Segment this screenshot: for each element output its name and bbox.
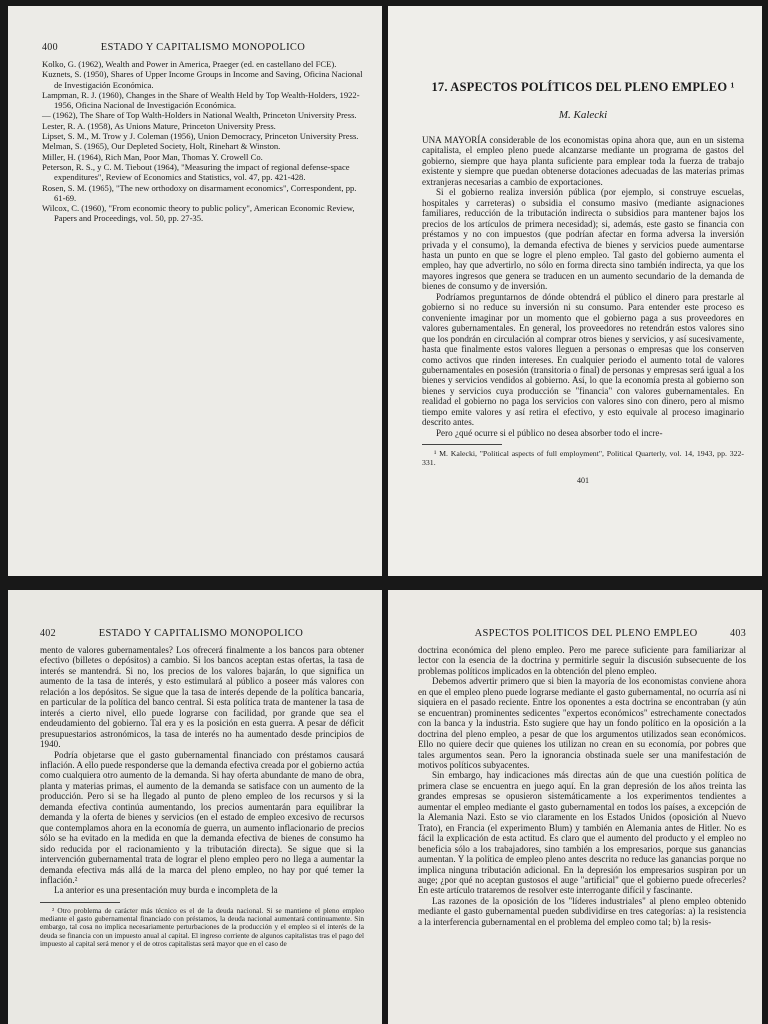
page-number: 403 [730, 628, 746, 639]
footnote: ² Otro problema de carácter más técnico es el de la deuda nacional. Si se mantiene el pleno empleo mediante el gasto gubernamental financiado con préstamos, la deuda nacional aumentará continuamente. Sin embargo, tal cosa no implica necesariamente perturbaciones de la producción y el empleo si el interés de la deuda se financia con un impuesto anual al capital. El ingreso corriente de algunos capitalistas tras el pago del impuesto al capital será menor y el de otros capitalistas será mayor que en el caso de [40, 905, 364, 949]
reference-item: Lampman, R. J. (1960), Changes in the Share of Wealth Held by Top Wealth-Holders, 1922-1956, Oficina Nacional de Investigación Económica. [42, 89, 360, 111]
running-head-title: ESTADO Y CAPITALISMO MONOPOLICO [100, 42, 306, 53]
running-head [40, 628, 364, 639]
paragraph: Podríamos preguntarnos de dónde obtendrá el público el dinero para prestarle al gobierno si no reduce su inversión ni su consumo. Para entender este proceso es conveniente imaginar por un momento que el gobierno paga a sus proveedores en valores gubernamentales. En general, los proveedores no retendrán estos valores sino que los pondrán en circulación al comprar otros bienes y servicios, y así sucesivamente, hasta que finalmente estos valores lleguen a personas o empresas que los conserven como activos que rinden intereses. En cualquier periodo el aumento total de valores gubernamentales en posesión (transitoria o final) de personas y empresas será igual a los bienes y servicios vendidos al gobierno. Así, lo que la economía presta al gobierno son bienes y servicios cuya producción se "financia" con valores gubernamentales. En realidad el gobierno no paga los servicios con valores sino con dinero, pero al mismo tiempo emite valores y así retira el efectivo, y esto equivale al proceso imaginario descrito antes. [422, 291, 744, 428]
page-402 [8, 590, 382, 1024]
paragraph: Si el gobierno realiza inversión pública (por ejemplo, si construye escuelas, hospitales y carreteras) o subsidia el consumo masivo (mediante asignaciones familiares, reducción de la tributación indirecta o subsidios para mantener bajos los precios de los artículos de primera necesidad); si, además, este gasto se financia con préstamos y no con impuestos (que podrían afectar en forma adversa la inversión privada y el consumo), la demanda efectiva de bienes y servicios puede aumentarse hasta un punto en que se logre el pleno empleo. Tal gasto del gobierno aumenta el empleo, hay que advertirlo, no sólo en forma directa sino también indirecta, ya que los mayores ingresos que genera se traducen en un aumento secundario de la demanda de bienes de consumo y de inversión. [422, 187, 744, 292]
paragraph: Debemos advertir primero que si bien la mayoría de los economistas conviene ahora en que el empleo pleno puede lograrse mediante el gasto gubernamental, no ocurría así ni siquiera en el pasado reciente. Entre los oponentes a esta doctrina se encontraban (y aún se encuentran) prominentes sedicentes "expertos económicos" estrechamente conectados con la banca y la industria. Esto sugiere que hay un fondo político en la oposición a la doctrina del pleno empleo, a pesar de que los argumentos utilizados sean económicos. Ello no quiere decir que quienes los utilizan no crean en su economía, por pobres que tales argumentos sean. Pero la ignorancia obstinada suele ser una manifestación de motivos políticos subyacentes. [418, 676, 746, 770]
chapter-title: 17. ASPECTOS POLÍTICOS DEL PLENO EMPLEO ¹ [431, 80, 735, 94]
chapter-author: M. Kalecki [558, 109, 608, 121]
page-400 [8, 6, 382, 576]
paragraph: mento de valores gubernamentales? Los ofrecerá finalmente a los bancos para obtener efectivo (billetes o depósitos) a cambio. Si los bancos aceptan estas ofertas, la tasa de interés se mantendrá. Si no, los precios de los valores bajarán, lo que significa un aumento de la tasa de interés, y esto estimulará al público a poseer más valores con relación a los depósitos. Se sigue que la tasa de interés depende de la política bancaria, en particular de la política del banco central. Si esta política trata de mantener la tasa de interés a cierto nivel, ello puede lograrse con facilidad, por grande que sea el endeudamiento del gobierno. Tal era y es la posición en esta guerra. A pesar de déficit presupuestarios astronómicos, la tasa de interés no ha aumentado desde principios de 1940. [40, 645, 364, 750]
paragraph: Podría objetarse que el gasto gubernamental financiado con préstamos causará inflación. A ello puede responderse que la demanda efectiva creada por el gobierno actúa como cualquiera otro aumento de la demanda. Si hay oferta abundante de mano de obra, planta y materias primas, el aumento de la demanda se satisface con un aumento de la producción. Pero si se ha llegado al punto de pleno empleo de los recursos y si la demanda efectiva continúa aumentando, los precios aumentarán para equilibrar la demanda y la oferta de bienes y servicios (en el estado de empleo excesivo de recursos que contemplamos ahora en la economía de guerra, un aumento inflacionario de precios sólo se ha evitado en la medida en que la demanda efectiva de bienes de consumo ha sido reducida por el racionamiento y la tributación directa). Se sigue que si la intervención gubernamental trata de lograr el pleno empleo pero no llega a aumentar la demanda efectiva más allá de la marca del pleno empleo, no hay por qué temer la inflación.² [40, 749, 364, 885]
page-401 [388, 6, 762, 576]
body-text [418, 645, 746, 927]
paragraph: La anterior es una presentación muy burda e incompleta de la [54, 885, 278, 896]
reference-item: Lester, R. A. (1958), As Unions Mature, Princeton University Press. [42, 120, 276, 131]
running-head [42, 42, 366, 53]
page-number: 400 [42, 42, 58, 53]
running-head-title: ESTADO Y CAPITALISMO MONOPOLICO [98, 628, 304, 639]
footnote-rule [422, 444, 502, 445]
reference-item: Peterson, R. S., y C. M. Tiebout (1964), "Measuring the impact of regional defense-space expenditures", Review of Economics and Statistics, vol. 47, pp. 421-428. [42, 161, 350, 183]
reference-item: Rosen, S. M. (1965), "The new orthodoxy on disarmament economics", Correspondent, pp. 61-69. [42, 182, 357, 203]
page-403 [388, 590, 762, 1024]
paragraph: doctrina económica del pleno empleo. Pero me parece suficiente para familiarizar al lector con la esencia de la doctrina y permitirle seguir la discusión subsecuente de los problemas políticos implicados en la obtención del pleno empleo. [418, 645, 746, 676]
page-number: 401 [577, 475, 589, 485]
reference-item: Wilcox, C. (1960), "From economic theory to public policy", American Economic Review, Papers and Proceedings, vol. 50, pp. 27-35. [42, 203, 355, 224]
reference-item: Kolko, G. (1962), Wealth and Power in America, Praeger (ed. en castellano del FCE). [42, 59, 337, 69]
footnote-rule [40, 902, 120, 903]
footnote: ¹ M. Kalecki, "Political aspects of full employment", Political Quarterly, vol. 14, 1943, pp. 322-331. [422, 449, 744, 468]
running-head [418, 628, 746, 639]
page-number: 402 [40, 628, 56, 639]
reference-list [42, 59, 366, 224]
reference-item: Lipset, S. M., M. Trow y J. Coleman (1956), Union Democracy, Princeton University Press. [42, 131, 359, 142]
body-text [422, 135, 744, 438]
paragraph: Sin embargo, hay indicaciones más directas aún de que una cuestión política de primera clase se encuentra en juego aquí. En la gran depresión de los años treinta las grandes empresas se opusieron sistemáticamente a los experimentos tendientes a aumentar el empleo mediante el gasto gubernamental en todos los países, a excepción de la Alemania Nazi. Esto se vio claramente en los Estados Unidos (oposición al Nuevo Trato), en Francia (el experimento Blum) y también en Alemania antes de Hitler. No es fácil la explicación de esta actitud. Es claro que el aumento del producto y el empleo no beneficia sólo a los trabajadores, sino también a los empresarios, porque sus ganancias aumentan. Y la política de empleo pleno antes descrita no reduce las ganancias porque no implica ninguna tributación adicional. En la depresión los empresarios suspiran por un auge; ¿por qué no aceptan gustosos el auge "artificial" que el gobierno puede ofrecerles? En este artículo trataremos de resolver este interrogante difícil y fascinante. [418, 770, 746, 896]
running-head-title: ASPECTOS POLITICOS DEL PLENO EMPLEO [474, 628, 698, 639]
reference-item: Melman, S. (1965), Our Depleted Society, Holt, Rinehart & Winston. [42, 141, 281, 152]
body-text [40, 645, 364, 896]
reference-item: — (1962), The Share of Top Walth-Holders in National Wealth, Princeton University Press. [42, 110, 357, 121]
reference-item: Kuznets, S. (1950), Shares of Upper Income Groups in Income and Saving, Oficina Nacional de Investigación Económica. [42, 69, 363, 90]
paragraph: Las razones de la oposición de los "líderes industriales" al pleno empleo obtenido mediante el gasto gubernamental pueden subdividirse en tres categorías: a) la resistencia a la interferencia gubernamental en el problema del empleo como tal; b) la resis- [418, 895, 746, 927]
paragraph: Pero ¿qué ocurre si el público no desea absorber todo el incre- [436, 427, 663, 438]
paragraph: UNA MAYORÍA considerable de los economistas opina ahora que, aun en un sistema capitalista, el empleo pleno puede alcanzarse mediante un programa de gastos del gobierno, siempre que haya planta suficiente para emplear toda la fuerza de trabajo existente y siempre que puedan obtenerse dotaciones adecuadas de las materias primas extranjeras necesarias a cambio de exportaciones. [422, 135, 744, 187]
reference-item: Miller, H. (1964), Rich Man, Poor Man, Thomas Y. Crowell Co. [42, 151, 263, 162]
